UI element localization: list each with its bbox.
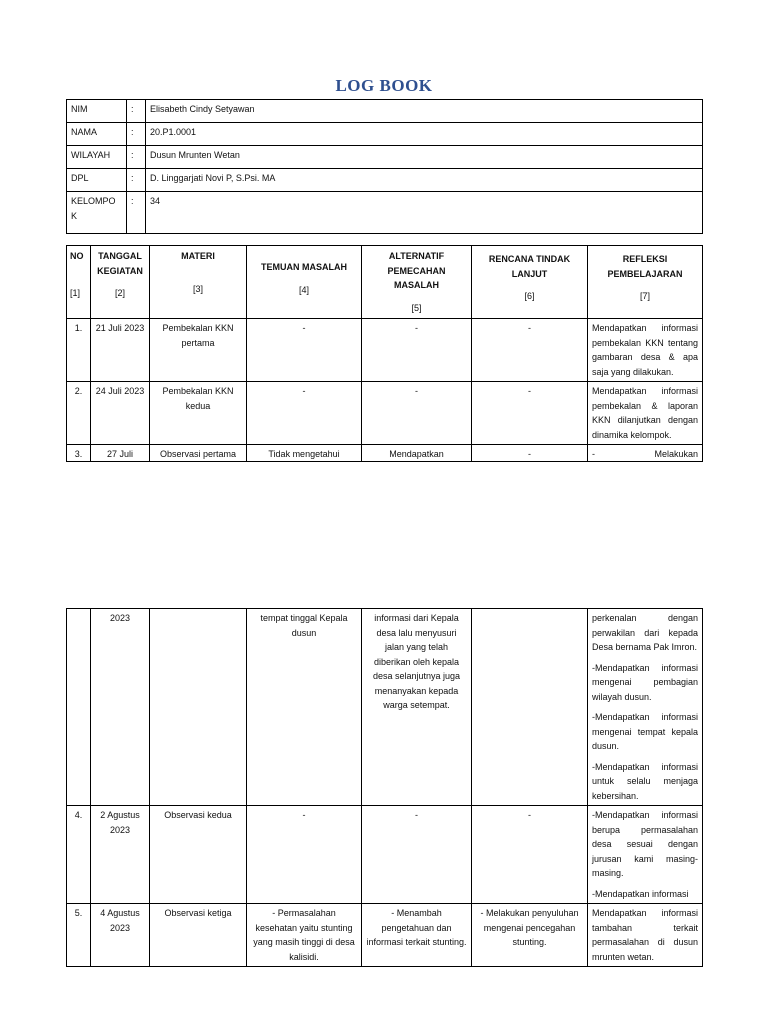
refleksi-paragraph: -Mendapatkan informasi mengenai tempat kepala dusun. [592, 712, 698, 751]
identity-separator: : [127, 169, 146, 192]
identity-value: Dusun Mrunten Wetan [146, 146, 703, 169]
cell-tanggal: 24 Juli 2023 [91, 382, 150, 445]
table-row [67, 806, 703, 904]
identity-row [67, 192, 703, 234]
identity-value: 20.P1.0001 [146, 123, 703, 146]
header-tanggal: TANGGAL KEGIATAN [2] [91, 246, 150, 319]
cell-temuan: - [247, 319, 362, 382]
cell-tanggal: 27 Juli [91, 445, 150, 462]
refleksi-paragraph: -Mendapatkan informasi mengenai pembagian wilayah dusun. [592, 662, 698, 702]
refleksi-paragraph: -Mendapatkan informasi berupa permasalahan desa sesuai dengan jurusan kami masing-masing. [592, 810, 698, 878]
cell-no: 1. [67, 319, 91, 382]
identity-separator: : [127, 146, 146, 169]
identity-label: KELOMPO K [67, 192, 127, 234]
refleksi-paragraph: -Mendapatkan informasi untuk selalu menjaga kebersihan. [592, 761, 698, 801]
cell-alternatif: - [362, 319, 472, 382]
cell-materi [150, 609, 247, 806]
header-materi: MATERI [3] [150, 246, 247, 319]
header-temuan: TEMUAN MASALAH [4] [247, 246, 362, 319]
cell-no: 5. [67, 904, 91, 967]
identity-row [67, 100, 703, 123]
identity-value: Elisabeth Cindy Setyawan [146, 100, 703, 123]
table-row [67, 445, 703, 462]
cell-refleksi [588, 609, 703, 806]
identity-value: 34 [146, 192, 703, 234]
cell-materi: Pembekalan KKN kedua [150, 382, 247, 445]
cell-temuan: - [247, 806, 362, 904]
cell-tanggal: 2023 [91, 609, 150, 806]
cell-refleksi: - Melakukan [588, 445, 703, 462]
cell-tanggal: 4 Agustus 2023 [91, 904, 150, 967]
identity-row [67, 146, 703, 169]
cell-alternatif: - [362, 382, 472, 445]
identity-label: WILAYAH [67, 146, 127, 169]
cell-tanggal: 2 Agustus 2023 [91, 806, 150, 904]
table-row [67, 609, 703, 806]
page-title: LOG BOOK [335, 76, 433, 95]
cell-no: 2. [67, 382, 91, 445]
table-row [67, 319, 703, 382]
identity-label: NAMA [67, 123, 127, 146]
refleksi-paragraph: Mendapatkan informasi tambahan terkait permasalahan di dusun mrunten wetan. [592, 908, 698, 962]
cell-rencana [472, 609, 588, 806]
identity-row [67, 169, 703, 192]
cell-refleksi [588, 904, 703, 967]
refleksi-paragraph: -Mendapatkan informasi [592, 888, 689, 899]
cell-alternatif: informasi dari Kepala desa lalu menyusuri jalan yang telah diberikan oleh kepala desa selanjutnya juga menanyakan kepada warga setempat. [362, 609, 472, 806]
cell-materi: Pembekalan KKN pertama [150, 319, 247, 382]
header-no: NO [1] [67, 246, 91, 319]
cell-materi: Observasi kedua [150, 806, 247, 904]
cell-alternatif: Mendapatkan [362, 445, 472, 462]
cell-rencana: - [472, 806, 588, 904]
cell-temuan: - Permasalahan kesehatan yaitu stunting yang masih tinggi di desa kalisidi. [247, 904, 362, 967]
cell-rencana: - Melakukan penyuluhan mengenai pencegahan stunting. [472, 904, 588, 967]
cell-alternatif: - [362, 806, 472, 904]
identity-value: D. Linggarjati Novi P, S.Psi. MA [146, 169, 703, 192]
cell-refleksi [588, 806, 703, 904]
table-row [67, 382, 703, 445]
cell-rencana: - [472, 319, 588, 382]
cell-rencana: - [472, 382, 588, 445]
cell-no: 3. [67, 445, 91, 462]
cell-tanggal: 21 Juli 2023 [91, 319, 150, 382]
cell-refleksi: Mendapatkan informasi pembekalan KKN tentang gambaran desa & apa saja yang dilakukan. [588, 319, 703, 382]
header-rencana: RENCANA TINDAK LANJUT [6] [472, 246, 588, 319]
log-table-continued [66, 608, 703, 967]
identity-separator: : [127, 192, 146, 234]
cell-temuan: Tidak mengetahui [247, 445, 362, 462]
cell-no: 4. [67, 806, 91, 904]
identity-label: NIM [67, 100, 127, 123]
cell-temuan: - [247, 382, 362, 445]
log-table [66, 245, 703, 462]
identity-table [66, 99, 703, 234]
cell-rencana: - [472, 445, 588, 462]
cell-refleksi: Mendapatkan informasi pembekalan & laporan KKN dilanjutkan dengan dinamika kelompok. [588, 382, 703, 445]
cell-temuan: tempat tinggal Kepala dusun [247, 609, 362, 806]
cell-no [67, 609, 91, 806]
identity-separator: : [127, 123, 146, 146]
identity-label: DPL [67, 169, 127, 192]
cell-materi: Observasi ketiga [150, 904, 247, 967]
cell-alternatif: - Menambah pengetahuan dan informasi terkait stunting. [362, 904, 472, 967]
header-refleksi: REFLEKSI PEMBELAJARAN [7] [588, 246, 703, 319]
table-header-row [67, 246, 703, 319]
header-alternatif: ALTERNATIF PEMECAHAN MASALAH [5] [362, 246, 472, 319]
refleksi-paragraph: perkenalan dengan perwakilan dari kepada Desa bernama Pak Imron. [592, 613, 698, 652]
table-row [67, 904, 703, 967]
cell-materi: Observasi pertama [150, 445, 247, 462]
identity-row [67, 123, 703, 146]
identity-separator: : [127, 100, 146, 123]
